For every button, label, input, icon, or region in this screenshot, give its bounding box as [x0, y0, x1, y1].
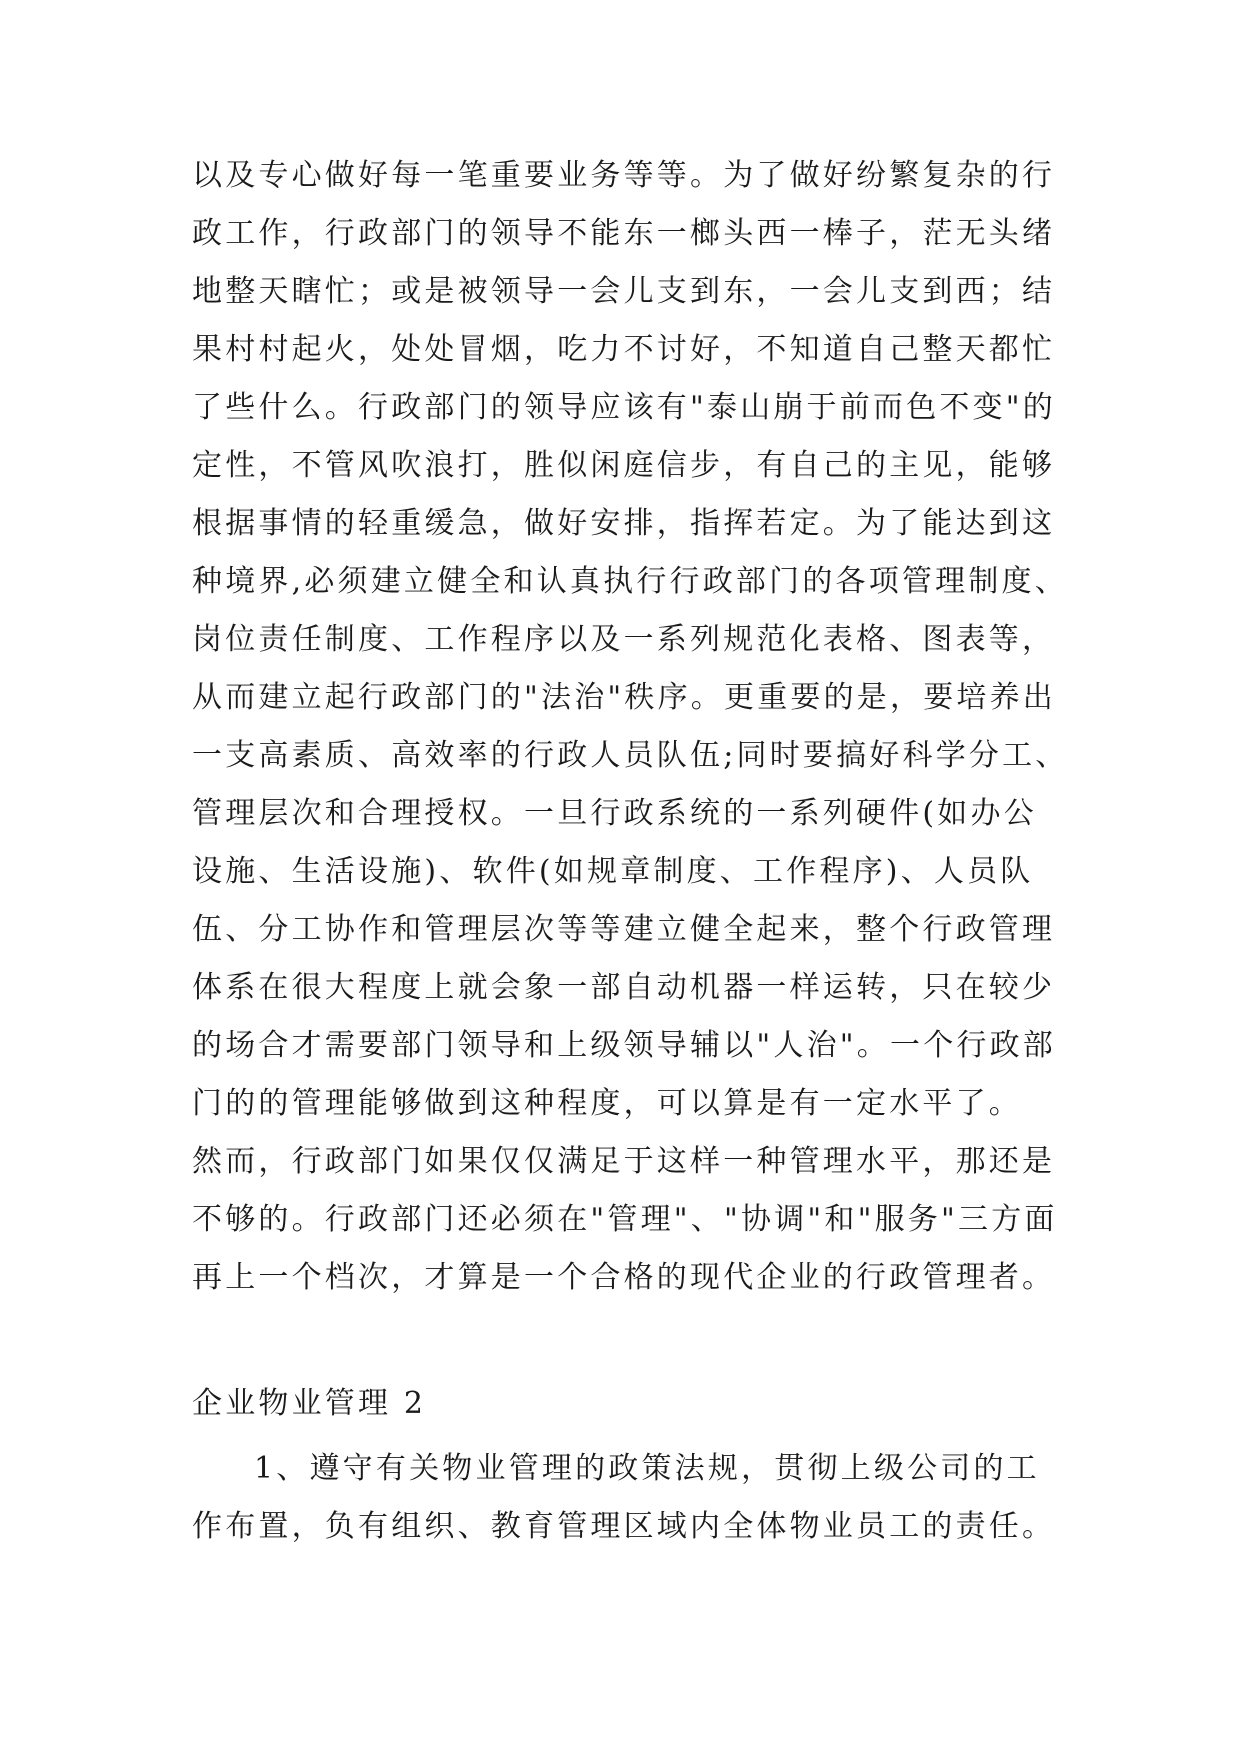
text-line: 设施、生活设施)、软件(如规章制度、工作程序)、人员队 [192, 854, 1034, 889]
text-line: 地整天瞎忙；或是被领导一会儿支到东，一会儿支到西；结 [192, 274, 1056, 309]
text-line: 根据事情的轻重缓急，做好安排，指挥若定。为了能达到这 [192, 506, 1056, 541]
text-line: 一支高素质、高效率的行政人员队伍;同时要搞好科学分工、 [192, 738, 1069, 773]
text-line: 1、遵守有关物业管理的政策法规，贯彻上级公司的工 [254, 1451, 1040, 1486]
text-line: 定性，不管风吹浪打，胜似闲庭信步，有自己的主见，能够 [192, 448, 1056, 483]
text-line: 政工作，行政部门的领导不能东一榔头西一棒子，茫无头绪 [192, 216, 1056, 251]
text-line: 了些什么。行政部门的领导应该有"泰山崩于前而色不变"的 [192, 390, 1056, 425]
text-line: 作布置，负有组织、教育管理区域内全体物业员工的责任。 [192, 1509, 1056, 1544]
text-line: 然而，行政部门如果仅仅满足于这样一种管理水平，那还是 [192, 1144, 1056, 1179]
text-line: 伍、分工协作和管理层次等等建立健全起来，整个行政管理 [192, 912, 1056, 947]
text-line: 管理层次和合理授权。一旦行政系统的一系列硬件(如办公 [192, 796, 1037, 831]
text-line: 从而建立起行政部门的"法治"秩序。更重要的是，要培养出 [192, 680, 1056, 715]
section-heading: 企业物业管理 2 [192, 1386, 427, 1421]
text-line: 种境界,必须建立健全和认真执行行政部门的各项管理制度、 [192, 564, 1068, 599]
text-line: 体系在很大程度上就会象一部自动机器一样运转，只在较少 [192, 970, 1056, 1005]
text-line: 门的的管理能够做到这种程度，可以算是有一定水平了。 [192, 1086, 1022, 1121]
text-line: 果村村起火，处处冒烟，吃力不讨好，不知道自己整天都忙 [192, 332, 1056, 367]
text-line: 以及专心做好每一笔重要业务等等。为了做好纷繁复杂的行 [192, 158, 1056, 193]
body-paragraph [192, 147, 1072, 1307]
text-line: 再上一个档次，才算是一个合格的现代企业的行政管理者。 [192, 1260, 1056, 1295]
text-line: 岗位责任制度、工作程序以及一系列规范化表格、图表等， [192, 622, 1056, 657]
body-paragraph-2 [192, 1440, 1072, 1556]
text-line: 不够的。行政部门还必须在"管理"、"协调"和"服务"三方面 [192, 1202, 1058, 1237]
text-line: 的场合才需要部门领导和上级领导辅以"人治"。一个行政部 [192, 1028, 1056, 1063]
